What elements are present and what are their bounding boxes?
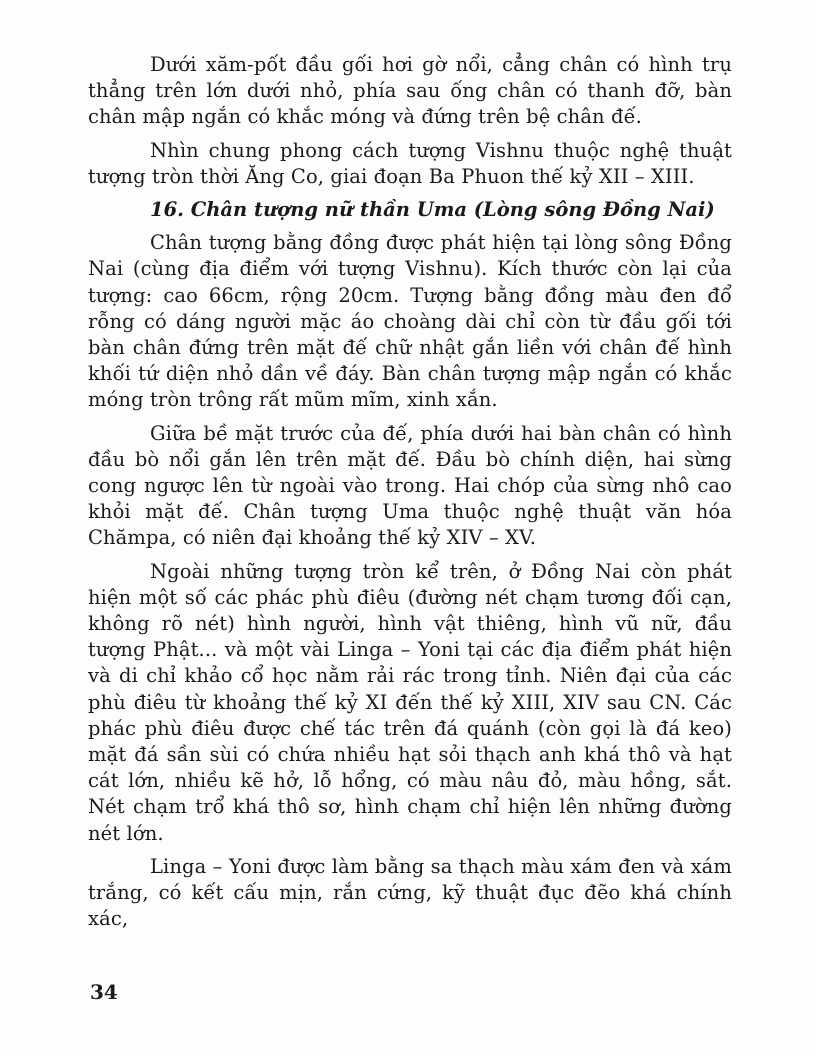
page-number: 34 <box>90 980 118 1004</box>
paragraph-reliefs: Ngoài những tượng tròn kể trên, ở Đồng Nai còn phát hiện một số các phác phù điêu (đường nét chạm tương đối cạn, không rõ nét) hình người, hình vật thiêng, hình vũ nữ, đầu tượng Phật... và một vài Linga – Yoni tại các địa điểm phát hiện và di chỉ khảo cổ học nằm rải rác trong tỉnh. Niên đại của các phù điêu từ khoảng thế kỷ XI đến thế kỷ XIII, XIV sau CN. Các phác phù điêu được chế tác trên đá quánh (còn gọi là đá keo) mặt đá sần sùi có chứa nhiều hạt sỏi thạch anh khá thô và hạt cát lớn, nhiều kẽ hở, lỗ hổng, có màu nâu đỏ, màu hồng, sắt. Nét chạm trổ khá thô sơ, hình chạm chỉ hiện lên những đường nét lớn. <box>88 559 732 845</box>
paragraph-knee-description: Dưới xăm-pốt đầu gối hơi gờ nổi, cẳng chân có hình trụ thẳng trên lớn dưới nhỏ, phía sau ống chân có thanh đỡ, bàn chân mập ngắn có khắc móng và đứng trên bệ chân đế. <box>88 53 732 129</box>
section-heading-uma: 16. Chân tượng nữ thần Uma (Lòng sông Đồng Nai) <box>150 198 715 222</box>
paragraph-vishnu-style: Nhìn chung phong cách tượng Vishnu thuộc nghệ thuật tượng tròn thời Ăng Co, giai đoạn Ba Phuon thế kỷ XII – XIII. <box>88 138 732 188</box>
paragraph-linga-yoni: Linga – Yoni được làm bằng sa thạch màu xám đen và xám trắng, có kết cấu mịn, rắn cứng, kỹ thuật đục đẽo khá chính xác, <box>88 854 732 931</box>
body-text <box>88 52 732 933</box>
paragraph-uma-statue: Chân tượng bằng đồng được phát hiện tại lòng sông Đồng Nai (cùng địa điểm với tượng Vishnu). Kích thước còn lại của tượng: cao 66cm, rộng 20cm. Tượng bằng đồng màu đen đổ rỗng có dáng người mặc áo choàng dài chỉ còn từ đầu gối tới bàn chân đứng trên mặt đế chữ nhật gắn liền với chân đế hình khối tứ diện nhỏ dần về đáy. Bàn chân tượng mập ngắn có khắc móng tròn trông rất mũm mĩm, xinh xắn. <box>88 231 732 412</box>
paragraph-bull-head: Giữa bề mặt trước của đế, phía dưới hai bàn chân có hình đầu bò nổi gắn lên trên mặt đế. Đầu bò chính diện, hai sừng cong ngược lên từ ngoài vào trong. Hai chóp của sừng nhô cao khỏi mặt đế. Chân tượng Uma thuộc nghệ thuật văn hóa Chămpa, có niên đại khoảng thế kỷ XIV – XV. <box>88 421 732 550</box>
